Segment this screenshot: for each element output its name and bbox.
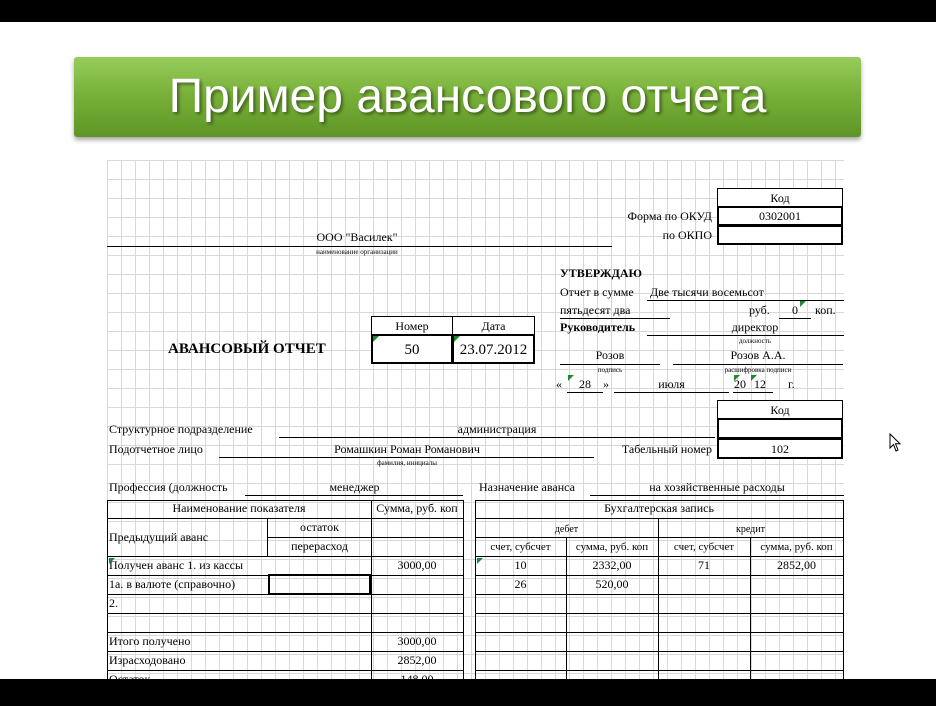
profession-value: менеджер bbox=[329, 480, 380, 494]
debit-sum: 2332,00 bbox=[592, 558, 632, 572]
row-value: 3000,00 bbox=[397, 558, 437, 572]
tab-label: Табельный номер bbox=[621, 442, 712, 456]
bookkeeping-header: Бухгалтерская запись bbox=[604, 501, 714, 515]
debit-account: 10 bbox=[514, 558, 527, 572]
row-label: Получен аванс 1. из кассы bbox=[109, 558, 244, 572]
approve-title: УТВЕРЖДАЮ bbox=[560, 266, 643, 280]
rub-label: руб. bbox=[749, 303, 770, 317]
signature-caption: подпись bbox=[597, 366, 623, 374]
department-code-cell bbox=[717, 418, 843, 439]
position-caption: должность bbox=[738, 337, 772, 345]
debit-header: дебет bbox=[554, 524, 579, 535]
code-header-2: Код bbox=[770, 403, 790, 417]
credit-sum-header: сумма, руб. коп bbox=[760, 541, 833, 553]
decoded-caption: расшифровка подписи bbox=[724, 366, 792, 374]
person-caption: фамилия, инициалы bbox=[377, 459, 437, 467]
row-value: 3000,00 bbox=[397, 634, 437, 648]
cursor-arrow-icon bbox=[889, 433, 903, 453]
col-sum-header: Сумма, руб. коп bbox=[376, 501, 458, 515]
head-label: Руководитель bbox=[560, 320, 636, 334]
day-value: 28 bbox=[579, 377, 591, 391]
code-header-cell bbox=[717, 188, 843, 207]
department-label: Структурное подразделение bbox=[109, 422, 253, 436]
department-value: администрация bbox=[457, 422, 537, 436]
okud-label: Форма по ОКУД bbox=[627, 209, 712, 223]
credit-account-header: счет, субсчет bbox=[673, 541, 735, 553]
year-prefix: 20 bbox=[734, 377, 746, 391]
advance-report-form bbox=[107, 160, 844, 705]
row-value: 148,00 bbox=[400, 672, 434, 686]
tab-value: 102 bbox=[771, 442, 789, 456]
okud-cell bbox=[717, 206, 843, 226]
okpo-cell bbox=[717, 225, 843, 245]
credit-account: 71 bbox=[698, 558, 710, 572]
month-value: июля bbox=[658, 377, 685, 391]
okud-value: 0302001 bbox=[759, 209, 801, 223]
col-name-header: Наименование показателя bbox=[172, 501, 306, 515]
date-value: 23.07.2012 bbox=[459, 342, 528, 358]
doc-title: АВАНСОВЫЙ ОТЧЕТ bbox=[168, 341, 326, 357]
number-value: 50 bbox=[404, 342, 420, 358]
quote-close: » bbox=[603, 377, 609, 391]
okpo-label: по ОКПО bbox=[662, 228, 712, 242]
debit-account-header: счет, субсчет bbox=[490, 541, 551, 553]
head-position: директор bbox=[731, 320, 779, 334]
signature-decoded: Розов А.А. bbox=[730, 348, 786, 362]
sum-words-2: пятьдесят два bbox=[560, 303, 631, 317]
sum-label: Отчет в сумме bbox=[560, 285, 634, 299]
sum-words-1: Две тысячи восемьсот bbox=[650, 285, 764, 299]
debit-sum: 520,00 bbox=[595, 577, 629, 591]
date-label: Дата bbox=[481, 319, 506, 333]
debit-account: 26 bbox=[514, 577, 527, 591]
org-caption: наименование организации bbox=[316, 248, 398, 256]
row-label: Перерасход bbox=[109, 691, 169, 705]
kop-label: коп. bbox=[815, 303, 836, 317]
overspend-label: перерасход bbox=[291, 539, 348, 553]
signature: Розов bbox=[595, 348, 625, 362]
kop-value: 0 bbox=[792, 303, 798, 317]
remainder-label: остаток bbox=[300, 520, 339, 534]
currency-input-cell bbox=[268, 574, 371, 595]
row-label: Остаток bbox=[109, 672, 151, 686]
cell-marker bbox=[800, 301, 806, 307]
slide-title: Пример авансового отчета bbox=[168, 70, 767, 123]
quote-open: « bbox=[556, 377, 562, 391]
profession-label: Профессия (должность bbox=[109, 480, 228, 494]
prev-advance-label: Предыдущий аванс bbox=[109, 530, 209, 544]
row-label: 2. bbox=[109, 596, 118, 610]
slide bbox=[0, 22, 936, 705]
number-label: Номер bbox=[395, 319, 429, 333]
person-label: Подотчетное лицо bbox=[109, 442, 203, 456]
year-suffix: 12 bbox=[754, 377, 766, 391]
row-value: 2852,00 bbox=[397, 653, 437, 667]
title-banner bbox=[74, 57, 861, 137]
person-value: Ромашкин Роман Романович bbox=[334, 442, 480, 456]
year-label: г. bbox=[788, 377, 795, 391]
credit-header: кредит bbox=[736, 524, 765, 535]
purpose-value: на хозяйственные расходы bbox=[649, 480, 785, 494]
purpose-label: Назначение аванса bbox=[479, 480, 575, 494]
row-label: Итого получено bbox=[109, 634, 191, 648]
row-label: 1а. в валюте (справочно) bbox=[109, 577, 236, 591]
credit-sum: 2852,00 bbox=[777, 558, 816, 572]
code-header: Код bbox=[770, 191, 790, 205]
row-label: Израсходовано bbox=[109, 653, 186, 667]
debit-sum-header: сумма, руб. коп bbox=[575, 541, 649, 553]
org-name: ООО "Василек" bbox=[316, 230, 398, 244]
